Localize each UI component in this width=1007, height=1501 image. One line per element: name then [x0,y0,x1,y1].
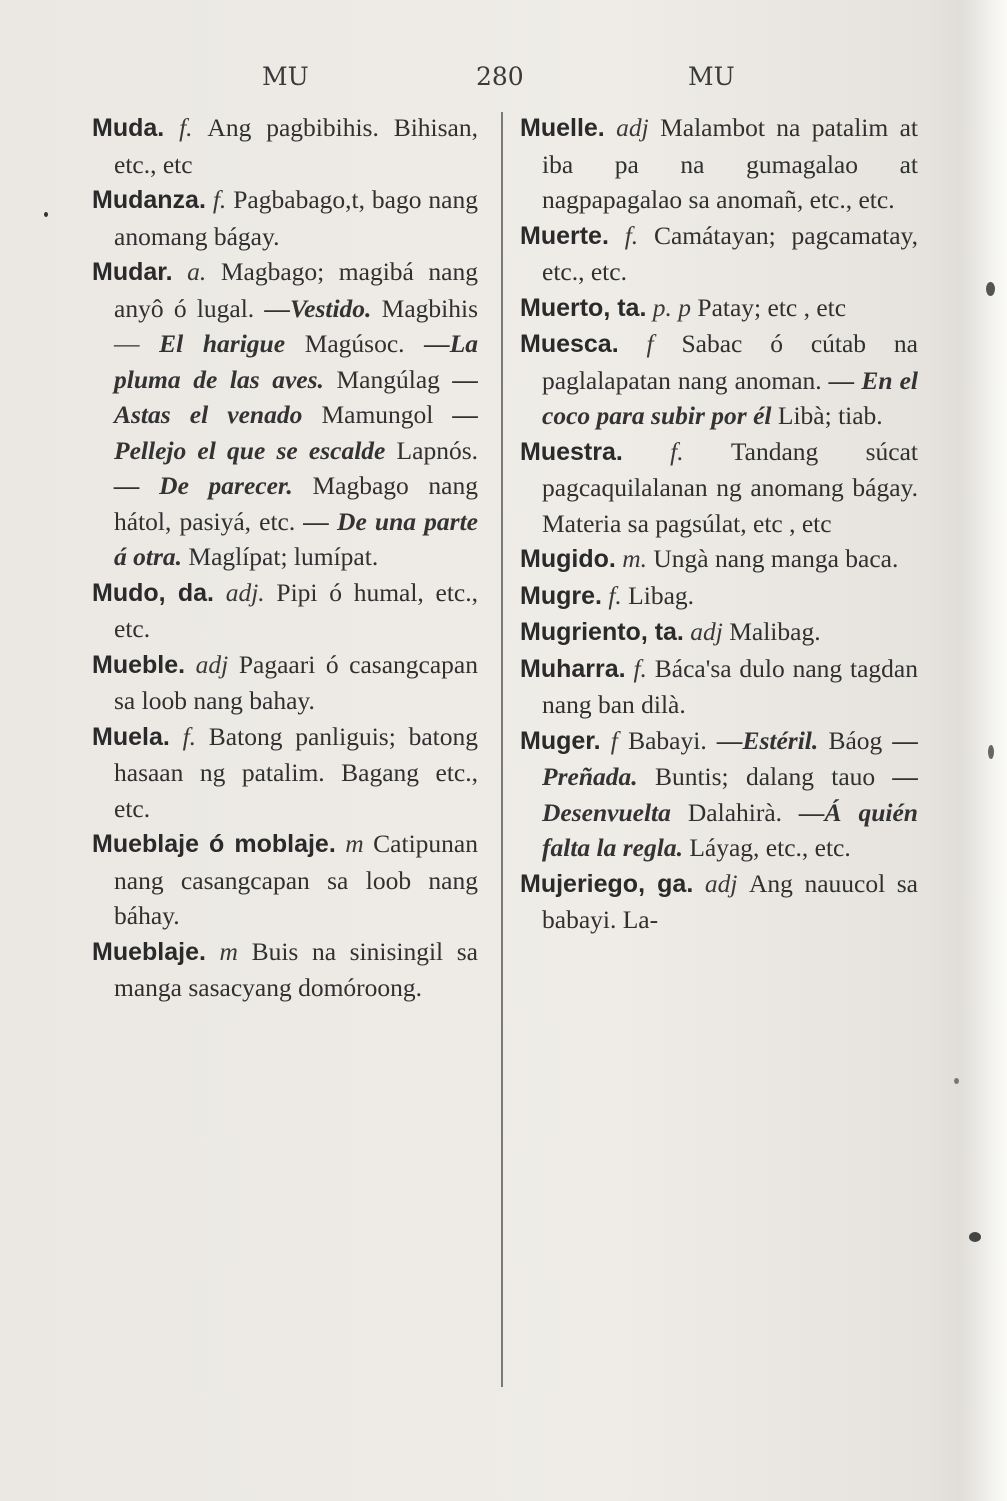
definition-text: Pipi ó humal, etc., etc. [114,577,478,643]
grammar-label: f. [608,220,654,250]
headword: Mueblaje. [92,937,206,966]
definition-text: Báog [818,725,893,755]
definition-text: Malambot na patalim at iba pa na gumagalao at nagpapagalao sa anomañ, etc., etc. [542,113,918,214]
dictionary-entry [92,719,478,827]
spanish-phrase: — Astas el venado [114,364,478,429]
left-column [92,110,478,1006]
right-column [520,110,918,938]
dictionary-entry [520,218,918,290]
grammar-label: m [205,936,252,966]
grammar-label: adj [185,649,239,679]
headword: Muharra. [520,654,626,683]
dictionary-entry [92,254,478,575]
headword: Mudo, da. [92,578,214,607]
dictionary-entry [520,866,918,938]
spanish-phrase: —La pluma de las aves. [114,329,479,394]
grammar-label: m. [615,544,654,573]
headword: Mueblaje ó moblaje. [92,830,336,858]
definition-text: Babayi. [628,725,717,755]
headword: Muda. [92,114,165,142]
definition-text: Catipunan nang casangcapan sa loob nang báhay. [114,829,478,930]
headword: Muerto, ta. [520,293,647,322]
spanish-phrase: — Pellejo el que se escalde [114,400,478,465]
dictionary-entry [92,826,478,934]
spanish-phrase: — De parecer. [114,471,293,500]
dictionary-entry [92,575,478,647]
grammar-label: f. [205,185,234,214]
headword: Mujeriego, ga. [520,869,694,898]
print-speck [988,745,994,759]
definition-text: Ang nauucol sa babayi. La- [542,868,918,934]
grammar-label: adj [693,868,749,898]
spanish-phrase: —Estéril. [716,725,819,755]
print-speck [44,212,48,217]
headword: Muela. [92,722,170,751]
definition-text: Báca'sa dulo nang tagdan nang ban dilà. [542,653,918,719]
spanish-phrase: —Vestido. [264,293,372,323]
dictionary-entry [520,541,918,578]
grammar-label: p. p [646,292,698,322]
dictionary-entry [520,110,918,218]
definition-text: Pagaari ó casangcapan sa loob nang bahay. [114,649,478,715]
dictionary-entry [92,182,478,254]
headword: Muestra. [520,437,623,466]
spanish-phrase: — De una parte á otra. [114,506,478,571]
dictionary-entry [92,110,478,182]
headword: Mudanza. [92,186,206,214]
print-speck [954,1078,959,1084]
definition-text: Maglípat; lumípat. [182,542,379,571]
headword: Mudar. [92,258,173,286]
header-left-guide: MU [262,62,309,91]
headword: Muerte. [520,221,609,250]
grammar-label: adj [604,113,661,142]
definition-text: Mangúlag [323,364,453,394]
spanish-phrase: El harigue [159,329,286,358]
headword: Muesca. [520,330,619,358]
definition-text: Ungà nang manga baca. [653,544,899,573]
page-number: 280 [476,62,524,91]
definition-text: Malibag. [729,617,821,646]
grammar-label: adj. [214,577,277,607]
dictionary-entry [520,723,918,866]
definition-text: Buntis; dalang tauo [637,762,893,791]
definition-text: Pagbabago,t, bago nang anomang bágay. [114,185,478,251]
dictionary-entry [520,651,918,723]
headword: Muger. [520,726,601,755]
grammar-label: adj [683,617,730,646]
grammar-label: f [600,725,629,755]
grammar-label: m [335,829,374,858]
definition-text: Patay; etc , etc [697,292,847,322]
page-edge-shadow [959,0,1007,1501]
headword: Mugre. [520,581,602,610]
definition-text: Magbago; magibá nang anyô ó lugal. [114,257,478,323]
headword: Mugido. [520,545,616,573]
definition-text: Sabac ó cútab na paglalapatan nang anoman. [542,329,918,395]
definition-text: Batong panliguis; batong hasaan ng patalim. Bagang etc., etc. [114,721,478,823]
definition-text: Mamungol [302,400,453,429]
dictionary-entry [520,578,918,615]
grammar-label: a. [172,257,221,286]
grammar-label: f. [625,653,655,683]
definition-text: Lapnós. [385,435,478,465]
headword: Mueble. [92,650,186,679]
grammar-label: f. [622,436,731,466]
grammar-label: f. [601,580,629,610]
spanish-phrase: — Desenvuelta [542,762,918,827]
dictionary-entry [520,326,918,434]
definition-text: Magbihis — [114,293,478,358]
dictionary-entry [520,434,918,542]
definition-text: Magbago nang hátol, pasiyá, etc. [114,471,478,536]
definition-text: Ang pagbibihis. Bihisan, etc., etc [114,113,478,179]
headword: Mugriento, ta. [520,618,684,646]
definition-text: Libà; tiab. [771,401,883,430]
dictionary-entry [92,934,478,1006]
dictionary-entry [520,614,918,651]
grammar-label: f. [164,113,208,142]
spanish-phrase: — Preñada. [542,725,919,791]
definition-text: Dalahirà. [670,797,799,827]
definition-text: Buis na sinisingil sa manga sasacyang domóroong. [114,936,478,1002]
spanish-phrase: — En el coco para subir por él [542,365,918,430]
header-right-guide: MU [688,62,735,91]
headword: Muelle. [520,114,605,142]
column-divider [501,112,503,1387]
dictionary-entry [520,290,918,327]
print-speck [986,282,995,296]
dictionary-entry [92,647,478,719]
definition-text: Camátayan; pagcamatay, etc., etc. [542,220,919,286]
definition-text: Tandang súcat pagcaquilalanan ng anomang bágay. Materia sa pagsúlat, etc , etc [542,436,918,538]
definition-text: Libag. [628,580,695,610]
running-header [0,62,1007,102]
spanish-phrase: —Á quién falta la regla. [542,797,918,862]
print-speck [969,1232,981,1242]
definition-text: Magúsoc. [285,329,425,358]
grammar-label: f [618,329,682,358]
definition-text: Láyag, etc., etc. [682,833,851,862]
grammar-label: f. [169,721,209,751]
